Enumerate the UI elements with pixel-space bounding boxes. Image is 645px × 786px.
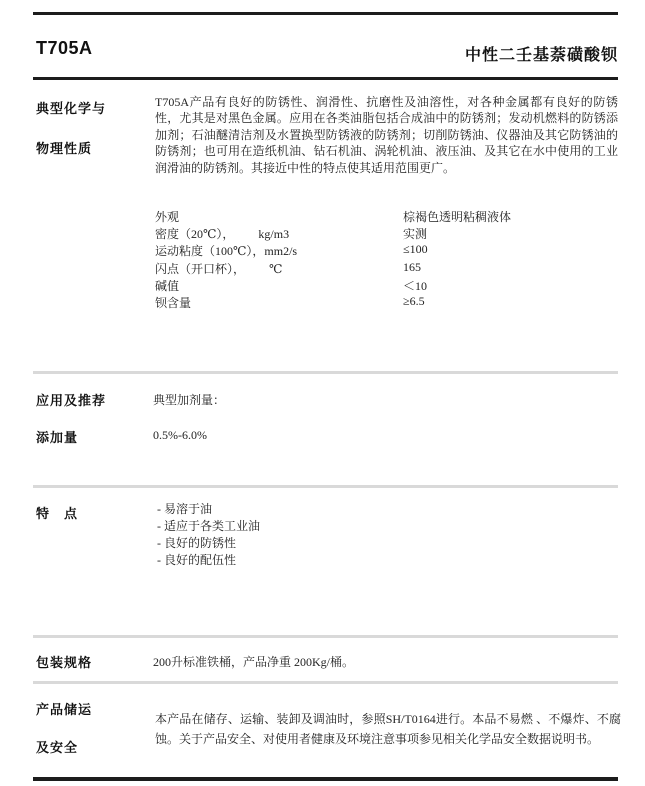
packaging-text: 200升标准铁桶，产品净重 200Kg/桶。 xyxy=(153,655,355,669)
property-label: 运动粘度（100℃），mm2/s xyxy=(155,244,298,259)
section-label-application-line1: 应用及推荐 xyxy=(36,393,107,408)
product-name-title: 中性二壬基萘磺酸钡 xyxy=(464,47,618,64)
bottom-rule xyxy=(33,777,618,781)
table-row xyxy=(155,294,618,311)
section-divider-application xyxy=(33,371,618,374)
section-divider-storage xyxy=(33,681,618,684)
property-label: 外观 xyxy=(155,210,180,224)
property-value: ≤100 xyxy=(403,242,428,257)
section-label-application-line2: 添加量 xyxy=(36,430,79,445)
section-divider-packaging xyxy=(33,635,618,638)
table-row xyxy=(155,242,618,259)
dosage-value: 0.5%-6.0% xyxy=(153,428,207,442)
property-label: 钡含量 xyxy=(155,295,192,310)
table-row xyxy=(155,225,618,242)
list-item: - 适应于各类工业油 xyxy=(157,519,260,533)
list-item: - 良好的防锈性 xyxy=(157,536,236,550)
property-value: 实测 xyxy=(403,227,428,242)
header-rule xyxy=(33,77,618,80)
section-label-features: 特 点 xyxy=(36,506,79,521)
dosage-caption: 典型加剂量： xyxy=(153,393,226,407)
property-label: 碱值 xyxy=(155,278,180,293)
table-row xyxy=(155,208,618,225)
properties-table xyxy=(155,208,618,311)
property-value: 棕褐色透明粘稠液体 xyxy=(403,210,512,224)
section-label-properties-line2: 物理性质 xyxy=(36,141,93,156)
product-code: T705A xyxy=(36,38,93,58)
feature-list xyxy=(157,501,260,569)
section-label-packaging: 包装规格 xyxy=(36,655,93,670)
list-item: - 良好的配伍性 xyxy=(157,553,236,567)
section-label-storage-line1: 产品储运 xyxy=(36,702,93,717)
section-label-storage-line2: 及安全 xyxy=(36,740,79,755)
section-divider-features xyxy=(33,485,618,488)
property-label: 密度（20℃）， kg/m3 xyxy=(155,227,290,242)
top-rule xyxy=(33,12,618,15)
property-label: 闪点（开口杯）， ℃ xyxy=(155,261,283,276)
property-value: ＜10 xyxy=(403,278,428,293)
storage-text: 本产品在储存、运输、装卸及调油时，参照SH/T0164进行。本品不易燃 、不爆炸、不腐蚀。关于产品安全、对使用者健康及环境注意事项参见相关化学品安全数据说明书。 xyxy=(155,712,621,746)
section-label-properties-line1: 典型化学与 xyxy=(36,101,107,116)
table-row xyxy=(155,260,618,277)
list-item: - 易溶于油 xyxy=(157,502,212,516)
property-value: 165 xyxy=(403,259,421,274)
product-description: T705A产品有良好的防锈性、润滑性、抗磨性及油溶性，对各种金属都有良好的防锈性，尤其是对黑色金属。应用在各类油脂包括合成油中的防锈剂；发动机燃料的防锈添加剂；石油醚清洁剂及水置换型防锈液的防锈剂；切削防锈油、仪器油及其它防锈油的防锈剂；也可用在造纸机油、钻石机油、涡轮机油、液压油、及其它在水中使用的工业润滑油的防锈剂。其接近中性的特点使其适用范围更广。 xyxy=(155,95,618,175)
table-row xyxy=(155,277,618,294)
property-value: ≥6.5 xyxy=(403,293,425,308)
